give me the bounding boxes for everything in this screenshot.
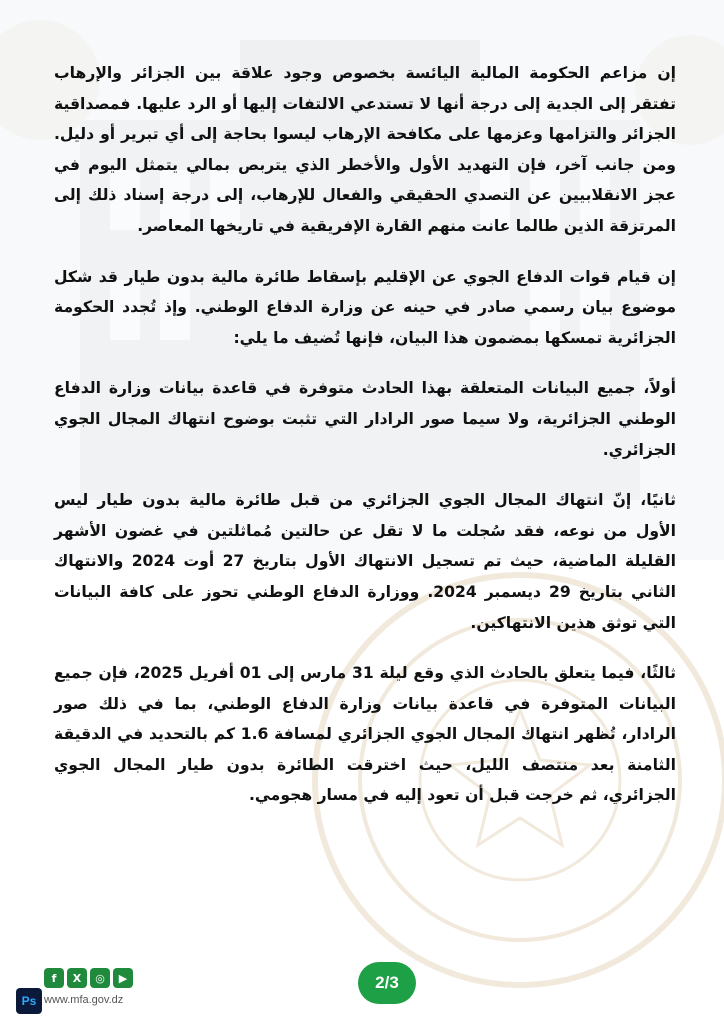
paragraph-2: إن قيام قوات الدفاع الجوي عن الإقليم بإسقاط طائرة مالية بدون طيار قد شكل موضوع بيان رسمي صادر في حينه عن وزارة الدفاع الوطني. وإذ تُجدد الحكومة الجزائرية تمسكها بمضمون هذا البيان، فإنها تُضيف ما يلي:	[54, 267, 676, 347]
youtube-icon[interactable]: ▶	[113, 968, 133, 988]
website-link[interactable]: www.mfa.gov.dz	[44, 994, 124, 1006]
paragraph-1: إن مزاعم الحكومة المالية اليائسة بخصوص وجود علاقة بين الجزائر والإرهاب تفتقر إلى الجدية إلى درجة أنها لا تستدعي الالتفات إليها أو الرد عليها. فمصداقية الجزائر والتزامها وعزمها على مكافحة الإرهاب ليسوا بحاجة إلى أي تبرير أو دليل. ومن جانب آخر، فإن التهديد الأول والأخطر الذي يتربص بمالي يتمثل اليوم في عجز الانقلابيين عن التصدي الحقيقي والفعال للإرهاب، إلى درجة إسناد ذلك إلى المرتزقة الذين طالما عانت منهم القارة الإفريقية في تاريخها المعاصر.	[54, 64, 676, 235]
x-icon[interactable]: X	[67, 968, 87, 988]
photoshop-badge: Ps	[16, 988, 42, 1014]
facebook-icon[interactable]: f	[44, 968, 64, 988]
paragraph-3: أولاً، جميع البيانات المتعلقة بهذا الحادث متوفرة في قاعدة بيانات وزارة الدفاع الوطني الجزائرية، ولا سيما صور الرادار التي تثبت بوضوح انتهاك المجال الجوي الجزائري.	[54, 379, 676, 459]
page-number-badge: 2/3	[358, 962, 416, 1004]
social-links	[44, 968, 133, 988]
paragraph-5: ثالثًا، فيما يتعلق بالحادث الذي وقع ليلة 31 مارس إلى 01 أفريل 2025، فإن جميع البيانات المتوفرة في قاعدة بيانات وزارة الدفاع الوطني، بما في ذلك صور الرادار، تُظهر انتهاك المجال الجوي الجزائري لمسافة 1.6 كم بالتحديد في الدقيقة الثامنة بعد منتصف الليل، حيث اخترقت الطائرة بدون طيار المجال الجوي الجزائري، ثم خرجت قبل أن تعود إليه في مسار هجومي.	[54, 664, 676, 805]
paragraph-4: ثانيًا، إنّ انتهاك المجال الجوي الجزائري من قبل طائرة مالية بدون طيار ليس الأول من نوعه، فقد سُجلت ما لا تقل عن حالتين مُماثلتين في غضون الأشهر القليلة الماضية، حيث تم تسجيل الانتهاك الأول بتاريخ 27 أوت 2024 والانتهاك الثاني بتاريخ 29 ديسمبر 2024. ووزارة الدفاع الوطني تحوز على كافة البيانات التي توثق هذين الانتهاكين.	[54, 491, 677, 632]
document-body	[54, 58, 676, 831]
instagram-icon[interactable]: ◎	[90, 968, 110, 988]
